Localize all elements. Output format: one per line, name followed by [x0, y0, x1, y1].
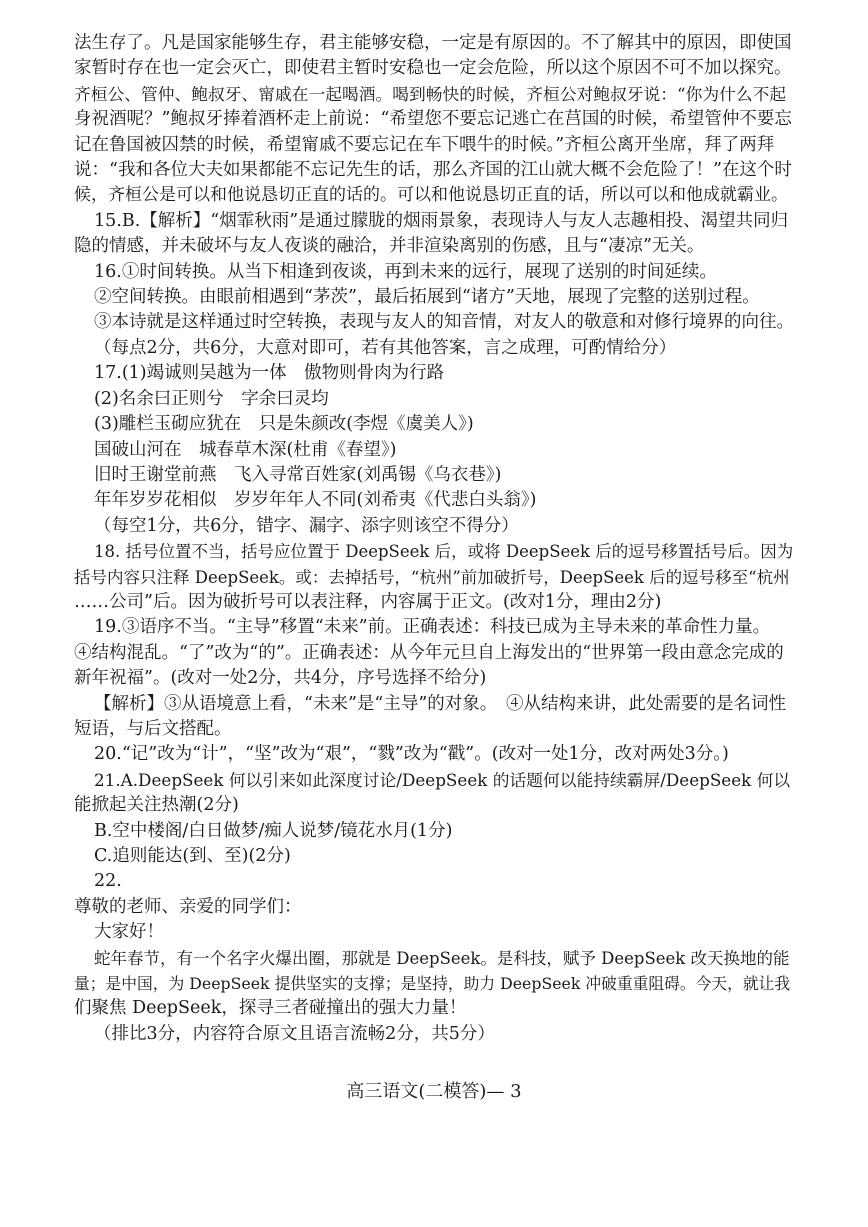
text-line: 大家好！	[94, 922, 164, 943]
answer-key-body	[74, 31, 796, 1047]
text-line: 年年岁岁花相似 岁岁年年人不同(刘希夷《代悲白头翁》)	[94, 490, 537, 511]
text-line: 15.B.【解析】“烟霏秋雨”是通过朦胧的烟雨景象，表现诗人与友人志趣相投、渴望共同归	[94, 210, 789, 231]
text-line: 16.①时间转换。从当下相逢到夜谈，再到未来的远行，展现了送别的时间延续。	[94, 261, 717, 282]
text-line: 20.“记”改为“计”，“坚”改为“艰”，“戮”改为“戳”。(改对一处1分，改对两处3分。)	[94, 744, 729, 765]
text-line: 19.③语序不当。“主导”移置“未来”前。正确表述：科技已成为主导未来的革命性力量。	[94, 617, 771, 638]
text-line: 括号内容只注释 DeepSeek。或：去掉括号，“杭州”前加破折号，DeepSeek 后的逗号移至“杭州	[74, 567, 790, 587]
text-line: 旧时王谢堂前燕 飞入寻常百姓家(刘禹锡《乌衣巷》)	[94, 464, 502, 485]
text-line: 记在鲁国被囚禁的时候，希望甯戚不要忘记在车下喂牛的时候。”齐桓公离开坐席，拜了两拜	[74, 134, 775, 155]
text-line: 【解析】③从语境意上看，“未来”是“主导”的对象。 ④从结构来讲，此处需要的是名词性	[94, 693, 787, 714]
text-line: （每点2分，共6分，大意对即可，若有其他答案，言之成理，可酌情给分）	[94, 337, 677, 358]
text-line: ③本诗就是这样通过时空转换，表现与友人的知音情，对友人的敬意和对修行境界的向往。	[94, 312, 794, 333]
text-line: 法生存了。凡是国家能够生存，君主能够安稳，一定是有原因的。不了解其中的原因，即使国	[74, 33, 792, 53]
text-line: 量；是中国，为 DeepSeek 提供坚实的支撑；是坚持，助力 DeepSeek 冲破重重阻碍。今天，就让我	[74, 974, 791, 994]
text-line: C.追则能达(到、至)(2分)	[94, 846, 291, 866]
page-footer: 高三语文(二模答)— 3	[346, 1081, 522, 1102]
text-line: 候，齐桓公是可以和他说恳切正直的话的。可以和他说恳切正直的话，所以可以和他成就霸业。	[74, 185, 788, 206]
text-line: ②空间转换。由眼前相遇到“茅茨”，最后拓展到“诸方”天地，展现了完整的送别过程。	[94, 287, 760, 308]
text-line: B.空中楼阁/白日做梦/痴人说梦/镜花水月(1分)	[94, 820, 453, 841]
text-line: 21.A.DeepSeek 何以引来如此深度讨论/DeepSeek 的话题何以能持续霸屏/DeepSeek 何以	[94, 769, 791, 790]
text-line: (3)雕栏玉砌应犹在 只是朱颜改(李煜《虞美人》)	[94, 414, 474, 435]
text-line: ……公司”后。因为破折号可以表注释，内容属于正文。(改对1分，理由2分)	[74, 591, 662, 612]
text-line: 身祝酒呢？”鲍叔牙捧着酒杯走上前说：“希望您不要忘记逃亡在莒国的时候，希望管仲不要忘	[74, 109, 792, 130]
text-line: 短语，与后文搭配。	[74, 718, 232, 739]
text-line: 22.	[94, 871, 122, 892]
text-line: （每空1分，共6分，错字、漏字、添字则该空不得分）	[94, 515, 519, 536]
text-line: 齐桓公、管仲、鲍叔牙、甯戚在一起喝酒。喝到畅快的时候，齐桓公对鲍叔牙说：“你为什么不起	[74, 83, 787, 104]
text-line: 18. 括号位置不当，括号应位置于 DeepSeek 后，或将 DeepSeek 后的逗号移置括号后。因为	[94, 542, 794, 562]
text-line: 蛇年春节，有一个名字火爆出圈，那就是 DeepSeek。是科技，赋予 DeepSeek 改天换地的能	[94, 948, 790, 968]
text-line: 隐的情感，并未破坏与友人夜谈的融洽，并非渲染离别的伤感，且与“凄凉”无关。	[74, 236, 705, 257]
text-line: 尊敬的老师、亲爱的同学们：	[74, 896, 302, 917]
text-line: 家暂时存在也一定会灭亡，即使君主暂时安稳也一定会危险，所以这个原因不可不加以探究。	[74, 58, 792, 79]
text-line: 17.(1)竭诚则吴越为一体 傲物则骨肉为行路	[94, 363, 445, 384]
text-line: 能掀起关注热潮(2分)	[74, 795, 239, 816]
text-line: 们聚焦 DeepSeek，探寻三者碰撞出的强大力量！	[74, 998, 467, 1019]
text-line: 国破山河在 城春草木深(杜甫《春望》)	[94, 439, 397, 460]
text-line: 新年祝福”。(改对一处2分，共4分，序号选择不给分)	[74, 668, 487, 689]
text-line: 说：“我和各位大夫如果都能不忘记先生的话，那么齐国的江山就大概不会危险了！”在这个时	[74, 160, 792, 181]
text-line: (2)名余曰正则兮 字余曰灵均	[94, 388, 329, 409]
text-line: （排比3分，内容符合原文且语言流畅2分，共5分）	[94, 1023, 495, 1044]
text-line: ④结构混乱。“了”改为“的”。正确表述：从今年元旦自上海发出的“世界第一段由意念完成的	[74, 642, 784, 663]
